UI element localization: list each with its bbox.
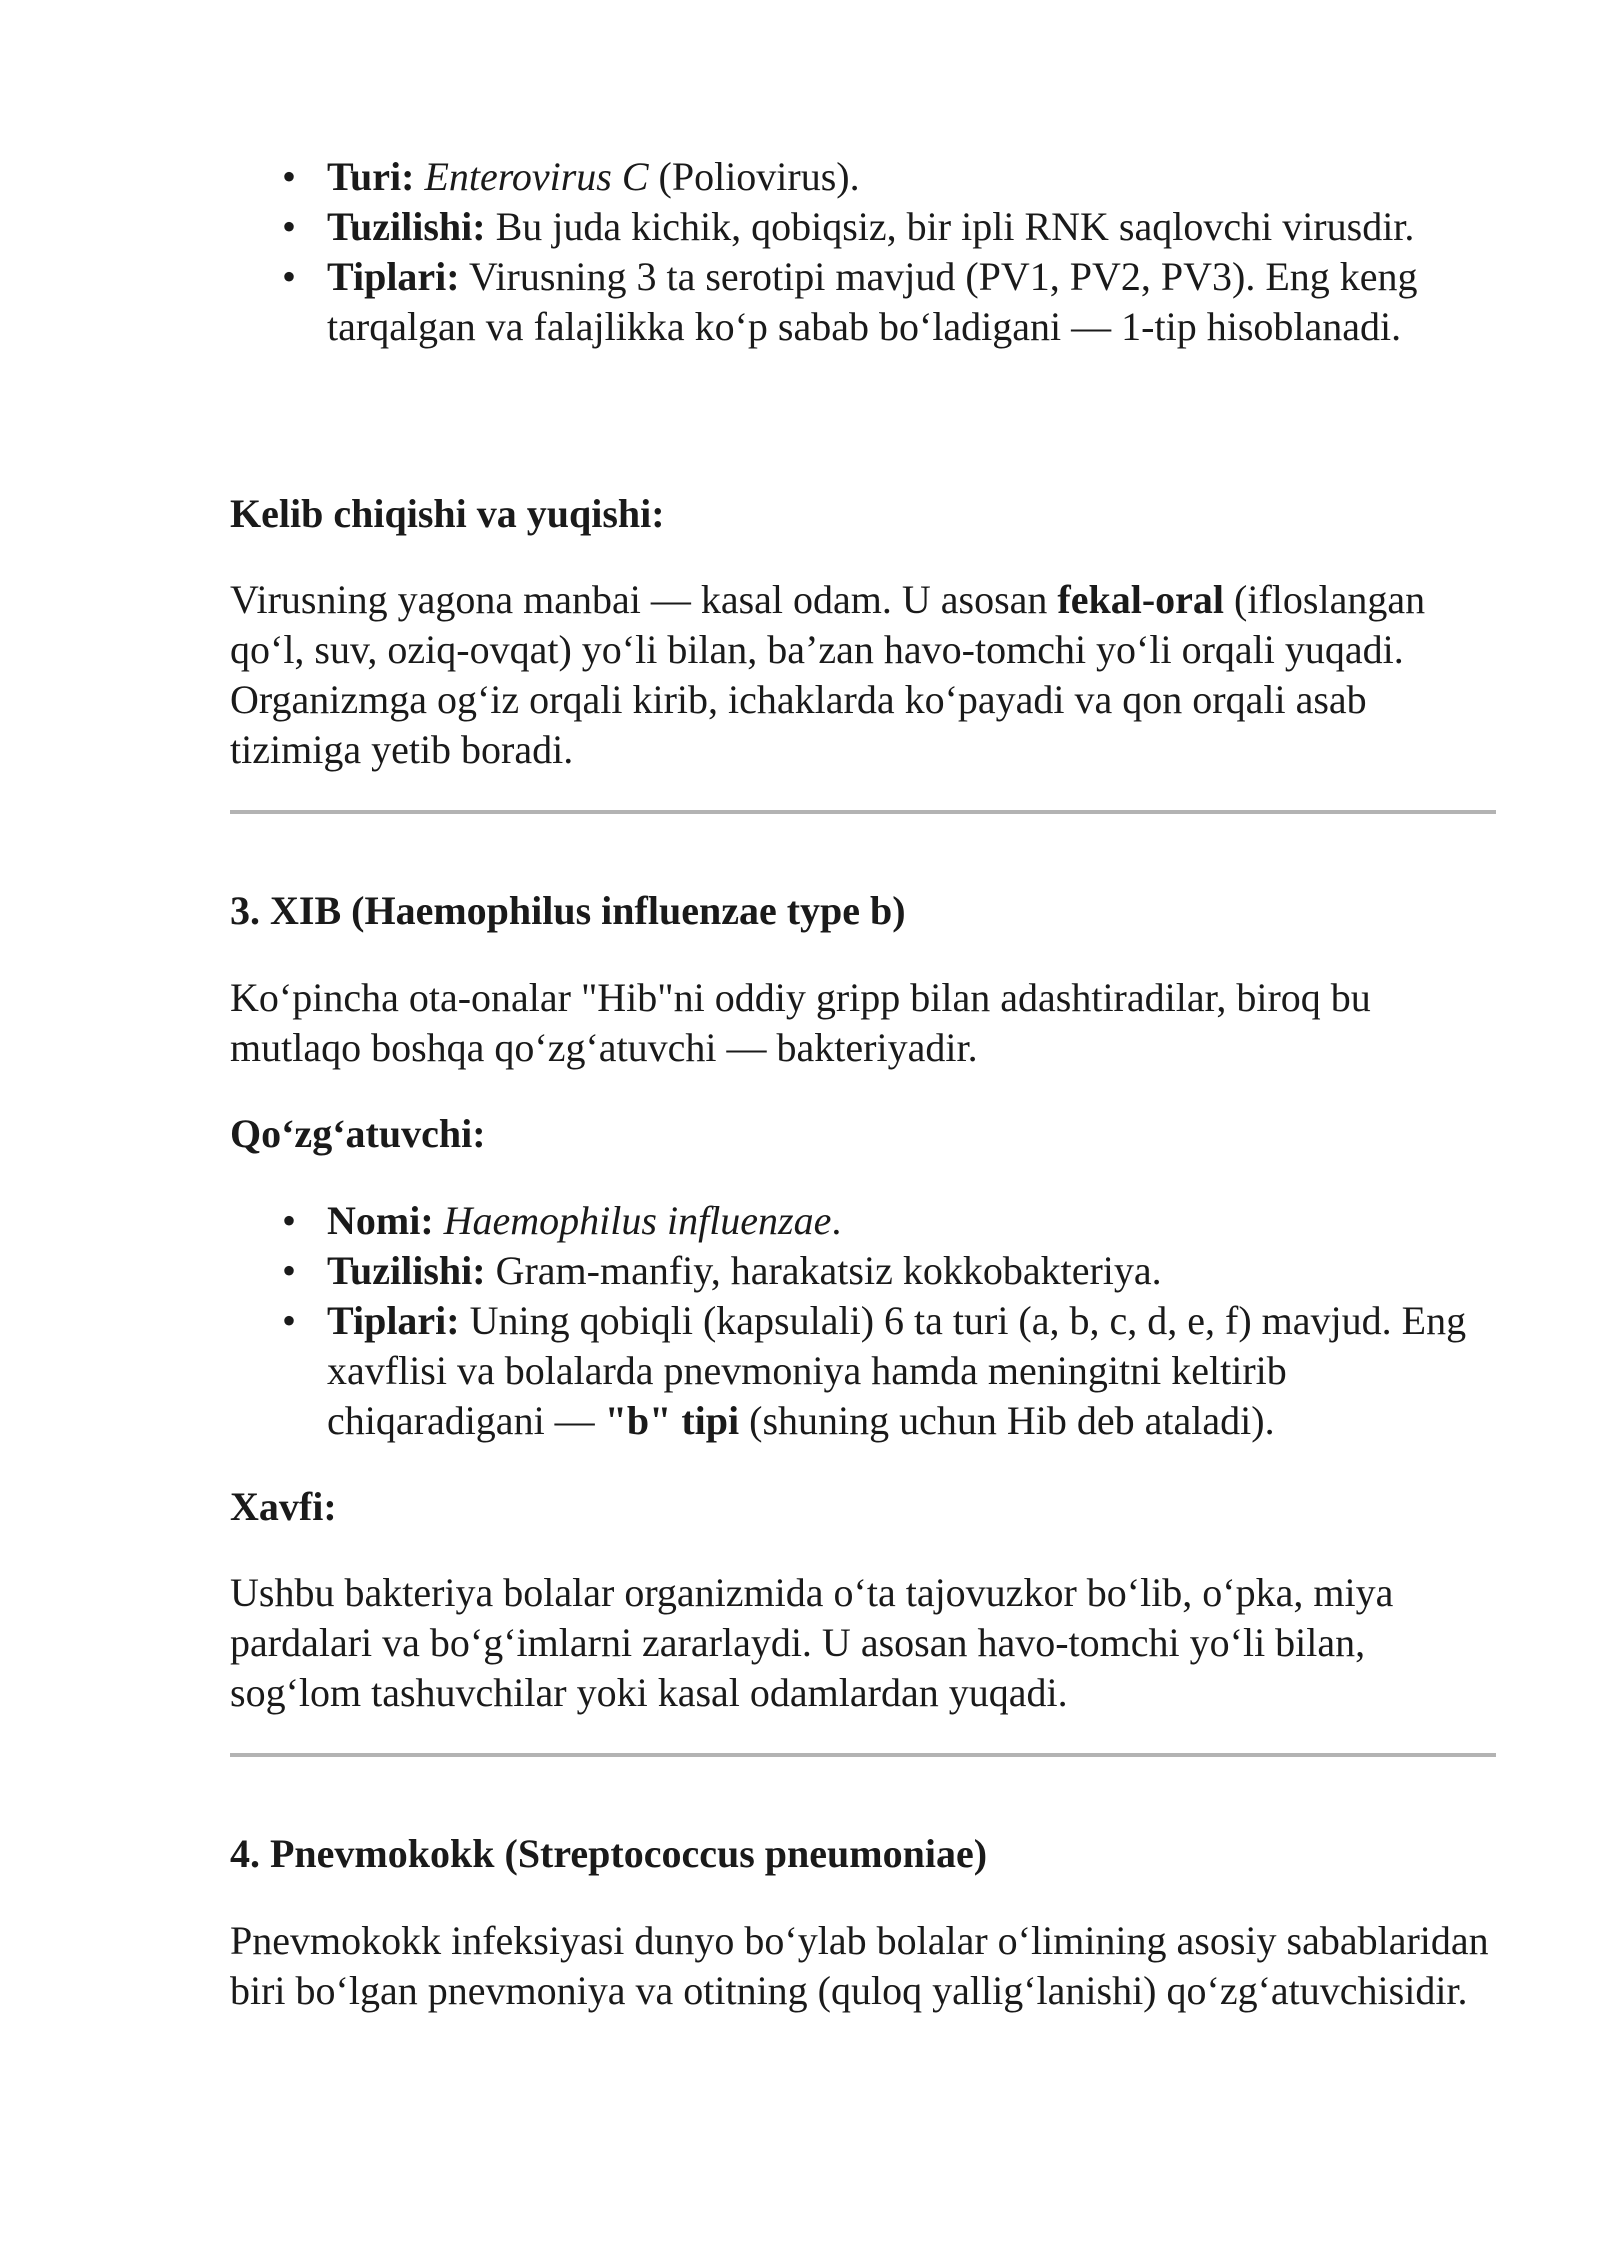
item-text: Uning qobiqli (kapsulali) 6 ta turi (a, b, c, d, e, f) mavjud. Eng xavflisi va bolalarda pnevmoniya hamda meningitni keltirib chiqaradigani —	[327, 1298, 1467, 1443]
section4-title: 4. Pnevmokokk (Streptococcus pneumoniae)	[230, 1831, 988, 1876]
para-text: (ifloslangan qo‘l, suv, oziq-ovqat) yo‘li bilan, ba’zan havo-tomchi yo‘li orqali yuqadi. Organizmga og‘iz orqali kirib, ichaklarda ko‘payadi va qon orqali asab tizimiga yetib boradi.	[230, 577, 1426, 772]
item-text: Virusning 3 ta serotipi mavjud (PV1, PV2, PV3). Eng keng tarqalgan va falajlikka ko‘p sabab bo‘ladigani — 1-tip hisoblanadi.	[327, 254, 1418, 349]
item-text: Gram-manfiy, harakatsiz kokkobakteriya.	[485, 1248, 1162, 1293]
bullet-icon: •	[281, 154, 296, 199]
section-divider	[230, 810, 1496, 814]
heading-kelib: Kelib chiqishi va yuqishi:	[230, 491, 665, 536]
list-item	[230, 1296, 1500, 1446]
item-text: .	[831, 1198, 842, 1243]
para-bold: fekal-oral	[1057, 577, 1225, 622]
section-divider	[230, 1753, 1496, 1757]
heading-agent: Qo‘zg‘atuvchi:	[230, 1111, 486, 1156]
item-label: Tuzilishi:	[327, 204, 486, 249]
bullet-icon: •	[281, 1198, 296, 1243]
list-item	[230, 1246, 1500, 1296]
bullet-icon: •	[281, 254, 296, 299]
item-text: (Poliovirus).	[648, 154, 860, 199]
list-item	[230, 252, 1500, 352]
heading-danger: Xavfi:	[230, 1484, 337, 1529]
item-text: (shuning uchun Hib deb ataladi).	[739, 1398, 1275, 1443]
item-label: Tiplari:	[327, 1298, 460, 1343]
item-bold: "b" tipi	[604, 1398, 740, 1443]
section3-intro: Ko‘pincha ota-onalar "Hib"ni oddiy gripp bilan adashtiradilar, biroq bu mutlaqo boshqa qo‘zg‘atuvchi — bakteriyadir.	[230, 975, 1371, 1070]
bacteria-properties-list	[230, 1196, 1500, 1446]
section3-title: 3. XIB (Haemophilus influenzae type b)	[230, 888, 906, 933]
danger-paragraph: Ushbu bakteriya bolalar organizmida o‘ta tajovuzkor bo‘lib, o‘pka, miya pardalari va bo‘g‘imlarni zararlaydi. U asosan havo-tomchi yo‘li bilan, sog‘lom tashuvchilar yoki kasal odamlardan yuqadi.	[230, 1570, 1394, 1715]
item-italic: Enterovirus C	[424, 154, 649, 199]
para-text: Virusning yagona manbai — kasal odam. U asosan	[230, 577, 1058, 622]
list-item	[230, 202, 1500, 252]
item-label: Tiplari:	[327, 254, 460, 299]
bullet-icon: •	[281, 1248, 296, 1293]
item-label: Tuzilishi:	[327, 1248, 486, 1293]
bullet-icon: •	[281, 1298, 296, 1343]
item-label: Nomi:	[327, 1198, 434, 1243]
item-text: Bu juda kichik, qobiqsiz, bir ipli RNK saqlovchi virusdir.	[485, 204, 1415, 249]
virus-properties-list	[230, 152, 1500, 352]
section4-intro: Pnevmokokk infeksiyasi dunyo bo‘ylab bolalar o‘limining asosiy sabablaridan biri bo‘lgan pnevmoniya va otitning (quloq yallig‘lanishi) qo‘zg‘atuvchisidir.	[230, 1918, 1489, 2013]
paragraph-kelib	[230, 575, 1500, 775]
bullet-icon: •	[281, 204, 296, 249]
list-item	[230, 1196, 1500, 1246]
list-item	[230, 152, 1500, 202]
item-italic: Haemophilus influenzae	[443, 1198, 832, 1243]
item-label: Turi:	[327, 154, 415, 199]
